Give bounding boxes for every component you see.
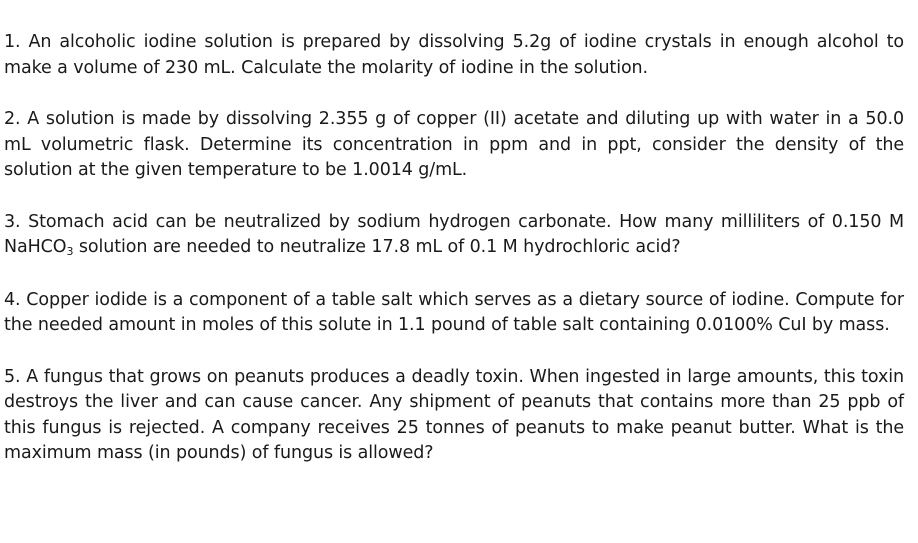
problem-1-number: 1. <box>4 32 21 52</box>
problem-2-body: A solution is made by dissolving 2.355 g of copper (II) acetate and diluting up with water in a 50.0 mL volumetric flask. Determine its concentration in ppm and in ppt, consider the density of the solution at the given temperature to be 1.0014 g/mL. <box>4 109 904 180</box>
problem-2 <box>4 107 904 184</box>
problem-5-number: 5. <box>4 366 21 387</box>
problem-5 <box>4 365 904 467</box>
problem-5-text <box>4 365 904 467</box>
problem-4-text <box>4 288 904 339</box>
problem-3-body-before: Stomach acid can be neutralized by sodium hydrogen carbonate. How many milliliters of 0.150 M NaHCO <box>4 211 904 257</box>
problem-1 <box>4 30 904 81</box>
problem-3-body-after: solution are needed to neutralize 17.8 mL of 0.1 M hydrochloric acid? <box>73 237 681 257</box>
problem-2-text <box>4 107 904 184</box>
problem-1-body: An alcoholic iodine solution is prepared by dissolving 5.2g of iodine crystals in enough alcohol to make a volume of 230 mL. Calculate the molarity of iodine in the solution. <box>4 32 904 78</box>
problem-3-text <box>4 210 904 262</box>
problem-3-number: 3. <box>4 211 21 232</box>
problem-2-number: 2. <box>4 109 21 129</box>
problem-5-body: A fungus that grows on peanuts produces a deadly toxin. When ingested in large amounts, this toxin destroys the liver and can cause cancer. Any shipment of peanuts that contains more than 25 ppb of this fungus is rejected. A company receives 25 tonnes of peanuts to make peanut butter. What is the maximum mass (in pounds) of fungus is allowed? <box>4 366 904 463</box>
problem-4 <box>4 288 904 339</box>
problem-4-body: Copper iodide is a component of a table salt which serves as a dietary source of iodine. Compute for the needed amount in moles of this solute in 1.1 pound of table salt containing 0.0100% CuI by mass. <box>4 289 904 335</box>
problem-1-text <box>4 30 904 81</box>
problem-3-subscript: 3 <box>66 245 74 258</box>
problem-4-number: 4. <box>4 289 21 310</box>
problem-3 <box>4 210 904 262</box>
